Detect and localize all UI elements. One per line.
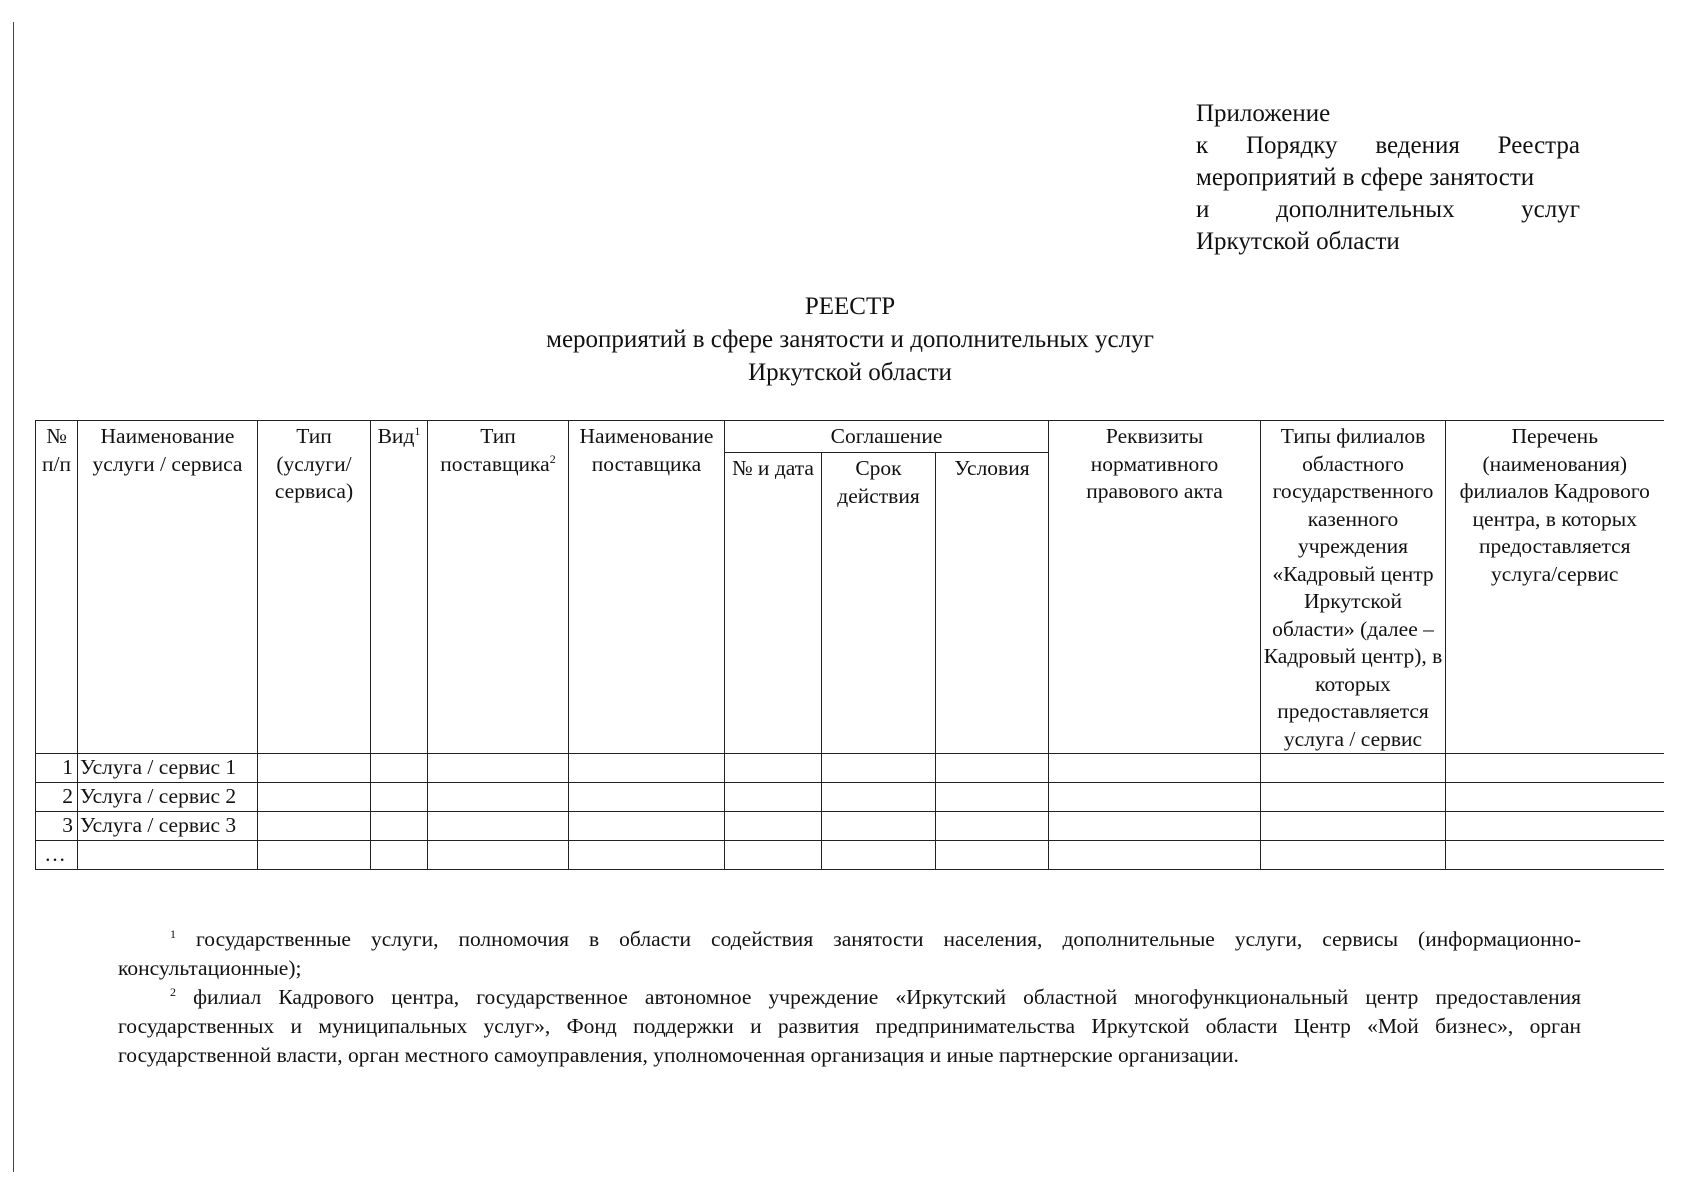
document-title: РЕЕСТР: [804, 293, 896, 320]
cell-empty: [569, 783, 725, 812]
cell-empty: [1049, 841, 1261, 870]
cell-empty: [428, 783, 569, 812]
cell-empty: [371, 754, 428, 783]
cell-empty: [1446, 754, 1664, 783]
cell-empty: [258, 841, 371, 870]
footnote-2: [118, 983, 1581, 1070]
cell-empty: [1261, 812, 1446, 841]
header-supplier-type-label: Тип поставщика: [440, 424, 550, 476]
appendix-line-4: Иркутской области: [1196, 228, 1400, 255]
footnote-ref-1: 1: [414, 423, 421, 438]
cell-empty: [569, 754, 725, 783]
scan-left-edge: [13, 22, 14, 1172]
cell-empty: [725, 841, 822, 870]
row-num: 2: [36, 783, 78, 812]
header-agreement: Соглашение: [725, 421, 1049, 453]
header-agreement-conditions: Условия: [936, 453, 1049, 754]
header-supplier-name: Наименование поставщика: [569, 421, 725, 754]
header-agreement-number-date: № и дата: [725, 453, 822, 754]
cell-empty: [1446, 841, 1664, 870]
header-branch-list: Перечень (наименования) филиалов Кадрового центра, в которых предоставляется услуга/сервис: [1446, 421, 1664, 754]
header-branch-types: Типы филиалов областного государственного казенного учреждения «Кадровый центр Иркутской области» (далее – Кадровый центр), в которых предоставляется услуга / сервис: [1261, 421, 1446, 754]
row-num: 1: [36, 754, 78, 783]
footnotes: [118, 925, 1581, 1070]
cell-empty: [371, 841, 428, 870]
appendix-note: [1196, 98, 1580, 258]
header-kind-label: Вид: [377, 424, 415, 448]
cell-empty: [936, 754, 1049, 783]
header-service-name: Наименование услуги / сервиса: [78, 421, 258, 754]
cell-empty: [822, 754, 936, 783]
registry-table: [35, 420, 1664, 870]
footnote-1-text: государственные услуги, полномочия в области содействия занятости населения, дополнительные услуги, сервисы (информационно-консультационные);: [118, 927, 1582, 980]
header-agreement-term: Срок действия: [822, 453, 936, 754]
row-num: 3: [36, 812, 78, 841]
appendix-line-3: и дополнительных услуг: [1196, 196, 1580, 223]
cell-empty: [1049, 783, 1261, 812]
table-row: [36, 754, 1664, 783]
cell-empty: [258, 812, 371, 841]
cell-empty: [936, 841, 1049, 870]
cell-empty: [1261, 783, 1446, 812]
cell-empty: [1049, 754, 1261, 783]
cell-empty: [258, 754, 371, 783]
cell-empty: [371, 812, 428, 841]
table-row: [36, 812, 1664, 841]
header-legal-act: Реквизиты нормативного правового акта: [1049, 421, 1261, 754]
header-kind: [371, 421, 428, 754]
cell-empty: [725, 754, 822, 783]
cell-empty: [1261, 754, 1446, 783]
cell-empty: [1261, 841, 1446, 870]
row-num: …: [36, 841, 78, 870]
footnote-1: [118, 925, 1581, 983]
document-subtitle-2: Иркутской области: [748, 359, 952, 386]
cell-empty: [936, 783, 1049, 812]
header-type: Тип (услуги/ сервиса): [258, 421, 371, 754]
footnote-2-text: филиал Кадрового центра, государственное автономное учреждение «Иркутский областной многофункциональный центр предоставления государственных и муниципальных услуг», Фонд поддержки и развития предпринимательства Иркутской области Центр «Мой бизнес», орган государственной власти, орган местного самоуправления, уполномоченная организация и иные партнерские организации.: [118, 985, 1581, 1067]
cell-empty: [1446, 783, 1664, 812]
cell-empty: [725, 812, 822, 841]
cell-empty: [371, 783, 428, 812]
cell-empty: [569, 812, 725, 841]
cell-empty: [258, 783, 371, 812]
appendix-line-2: мероприятий в сфере занятости: [1196, 164, 1535, 191]
cell-empty: [428, 841, 569, 870]
cell-empty: [428, 812, 569, 841]
row-name: Услуга / сервис 1: [78, 754, 258, 783]
cell-empty: [822, 812, 936, 841]
cell-empty: [822, 783, 936, 812]
table-row: [36, 783, 1664, 812]
table-header-row-1: [36, 421, 1664, 453]
table-row: [36, 841, 1664, 870]
document-subtitle-1: мероприятий в сфере занятости и дополнительных услуг: [546, 326, 1154, 353]
cell-empty: [569, 841, 725, 870]
appendix-line-1: к Порядку ведения Реестра: [1196, 132, 1580, 159]
cell-empty: [428, 754, 569, 783]
row-name: Услуга / сервис 3: [78, 812, 258, 841]
cell-empty: [1049, 812, 1261, 841]
cell-empty: [725, 783, 822, 812]
appendix-title: Приложение: [1196, 100, 1331, 127]
header-num: № п/п: [36, 421, 78, 754]
footnote-ref-2: 2: [549, 451, 556, 466]
row-name: Услуга / сервис 2: [78, 783, 258, 812]
document-title-block: [0, 290, 1682, 389]
footnote-2-mark: 2: [170, 984, 176, 999]
header-supplier-type: [428, 421, 569, 754]
cell-empty: [822, 841, 936, 870]
cell-empty: [936, 812, 1049, 841]
cell-empty: [1446, 812, 1664, 841]
footnote-1-mark: 1: [170, 926, 176, 941]
row-name: [78, 841, 258, 870]
